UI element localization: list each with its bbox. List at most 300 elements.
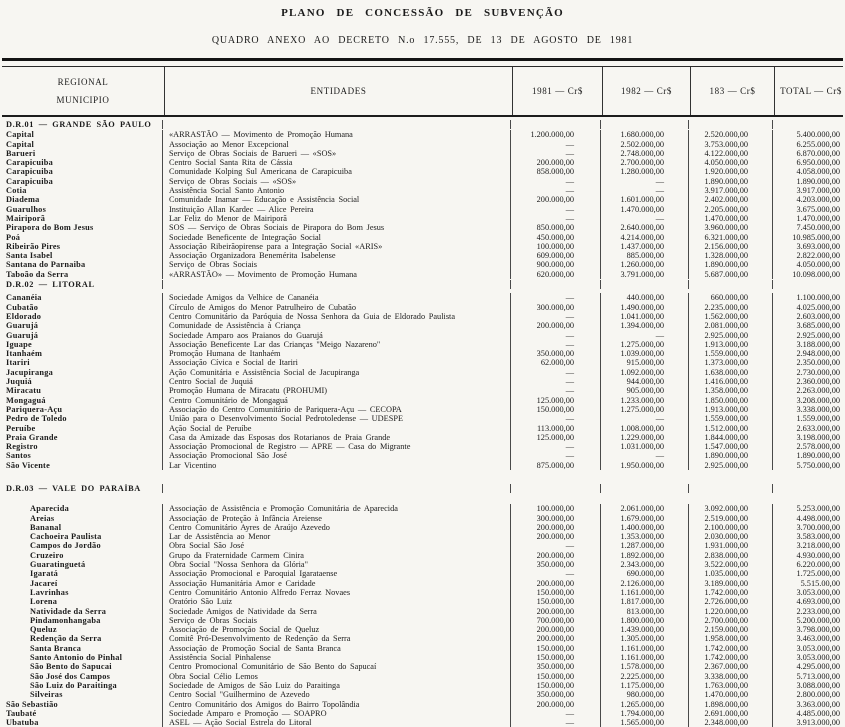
value-1983-cell: 1.220.000,00 <box>688 607 772 616</box>
municipality-cell: Santa Branca <box>30 643 82 653</box>
value-1983-cell: 3.960.000,00 <box>688 223 772 232</box>
municipality-cell: Cubatão <box>6 302 39 312</box>
table-row <box>0 377 845 386</box>
table-row <box>0 690 845 699</box>
value-1983-cell: 1.890.000,00 <box>688 451 772 460</box>
value-1981-cell: 858.000,00 <box>510 167 600 176</box>
value-1983-cell <box>688 484 772 493</box>
table-row <box>0 251 845 260</box>
municipality-cell: Jacupiranga <box>6 367 54 377</box>
value-1983-cell: 2.348.000,00 <box>688 718 772 727</box>
entity-cell: Sociedade Amigos de Natividade da Serra <box>162 607 510 616</box>
entity-cell: Ação Comunitária e Assistência Social de Jacupiranga <box>162 368 510 377</box>
table-row <box>0 560 845 569</box>
value-1981-cell: — <box>510 442 600 451</box>
value-1983-cell: 3.338.000,00 <box>688 672 772 681</box>
municipality-cell: São Luiz do Paraitinga <box>30 680 117 690</box>
value-1982-cell: 1.031.000,00 <box>600 442 688 451</box>
municipality-cell: Juquiá <box>6 377 32 387</box>
value-1982-cell: 1.817.000,00 <box>600 597 688 606</box>
total-cell: 3.363.000,00 <box>772 700 845 709</box>
table-row <box>0 700 845 709</box>
value-1982-cell: 1.794.000,00 <box>600 709 688 718</box>
total-cell: 2.633.000,00 <box>772 424 845 433</box>
value-1983-cell: 3.092.000,00 <box>688 504 772 513</box>
total-cell: 2.800.000,00 <box>772 690 845 699</box>
value-1982-cell: 885.000,00 <box>600 251 688 260</box>
municipality-cell: Queluz <box>30 625 57 635</box>
column-header-total: TOTAL — Cr$ <box>774 67 845 115</box>
value-1981-cell: — <box>510 709 600 718</box>
value-1982-cell: 1.601.000,00 <box>600 195 688 204</box>
table-row <box>0 681 845 690</box>
total-cell: 10.985.000,00 <box>772 233 845 242</box>
table-row <box>0 205 845 214</box>
table-row <box>0 331 845 340</box>
value-1983-cell: 1.890.000,00 <box>688 260 772 269</box>
total-cell: 2.578.000,00 <box>772 442 845 451</box>
entity-cell: Centro Comunitário de Mongaguá <box>162 396 510 405</box>
value-1983-cell: 2.100.000,00 <box>688 523 772 532</box>
total-cell: 5.750.000,00 <box>772 461 845 470</box>
municipality-cell: Itariri <box>6 358 30 368</box>
municipality-cell: Carapicuiba <box>6 158 54 168</box>
value-1982-cell: 1.275.000,00 <box>600 405 688 414</box>
value-1981-cell: — <box>510 377 600 386</box>
municipality-cell: Miracatu <box>6 386 42 396</box>
value-1983-cell: 2.700.000,00 <box>688 616 772 625</box>
value-1982-cell: 2.748.000,00 <box>600 149 688 158</box>
entity-cell: Sociedade Beneficente de Integração Social <box>162 233 510 242</box>
entity-cell <box>162 120 510 129</box>
table-row <box>0 551 845 560</box>
entity-cell: Sociedade Amparo e Promoção — SOAPRO <box>162 709 510 718</box>
total-cell: 4.295.000,00 <box>772 662 845 671</box>
value-1981-cell: — <box>510 718 600 727</box>
total-cell: 1.890.000,00 <box>772 177 845 186</box>
value-1981-cell: — <box>510 451 600 460</box>
table-row <box>0 424 845 433</box>
entity-cell: Centro Social Santa Rita de Cássia <box>162 158 510 167</box>
value-1982-cell: 1.394.000,00 <box>600 321 688 330</box>
value-1982-cell: 1.679.000,00 <box>600 514 688 523</box>
table-row <box>0 396 845 405</box>
value-1982-cell: 813.000,00 <box>600 607 688 616</box>
total-cell: 4.058.000,00 <box>772 167 845 176</box>
municipality-cell: Ubatuba <box>6 718 39 727</box>
value-1981-cell: 620.000,00 <box>510 270 600 279</box>
table-row <box>0 223 845 232</box>
value-1983-cell: 6.321.000,00 <box>688 233 772 242</box>
value-1983-cell: 1.416.000,00 <box>688 377 772 386</box>
municipality-cell: Redenção da Serra <box>30 634 102 644</box>
value-1983-cell: 1.742.000,00 <box>688 644 772 653</box>
value-1982-cell: 1.490.000,00 <box>600 303 688 312</box>
entity-cell: Casa da Amizade das Esposas dos Rotarianos de Praia Grande <box>162 433 510 442</box>
value-1983-cell: 1.373.000,00 <box>688 358 772 367</box>
value-1981-cell: — <box>510 386 600 395</box>
value-1982-cell: 2.502.000,00 <box>600 140 688 149</box>
entity-cell: Associação Promocional e Paroquial Igarataense <box>162 569 510 578</box>
table-row <box>0 321 845 330</box>
entity-cell: Lar Feliz do Menor de Mairiporã <box>162 214 510 223</box>
table-row <box>0 597 845 606</box>
table-row <box>0 270 845 279</box>
municipality-cell: Pedro de Toledo <box>6 414 67 424</box>
table-header-row <box>2 67 843 117</box>
total-cell: 1.100.000,00 <box>772 293 845 302</box>
value-1981-cell: 200.000,00 <box>510 607 600 616</box>
value-1981-cell: 125.000,00 <box>510 433 600 442</box>
value-1982-cell: 1.439.000,00 <box>600 625 688 634</box>
table-body <box>0 120 845 727</box>
value-1981-cell: 150.000,00 <box>510 672 600 681</box>
value-1983-cell: 2.838.000,00 <box>688 551 772 560</box>
entity-cell: Promoção Humana de Miracatu (PROHUMI) <box>162 386 510 395</box>
value-1981-cell: 200.000,00 <box>510 523 600 532</box>
value-1983-cell: 1.890.000,00 <box>688 177 772 186</box>
total-cell: 3.088.000,00 <box>772 681 845 690</box>
value-1981-cell: — <box>510 541 600 550</box>
value-1981-cell: — <box>510 205 600 214</box>
table-row <box>0 672 845 681</box>
municipality-cell: Natividade da Serra <box>30 606 107 616</box>
municipality-cell: Diadema <box>6 195 40 205</box>
value-1982-cell: 1.287.000,00 <box>600 541 688 550</box>
value-1983-cell: 1.328.000,00 <box>688 251 772 260</box>
value-1981-cell: 850.000,00 <box>510 223 600 232</box>
value-1983-cell: 2.925.000,00 <box>688 331 772 340</box>
value-1982-cell: 1.161.000,00 <box>600 644 688 653</box>
total-cell: 3.053.000,00 <box>772 644 845 653</box>
municipality-cell: Lavrinhas <box>30 587 69 597</box>
municipality-cell: Capital <box>6 130 35 140</box>
entity-cell: ASEL — Ação Social Estrela do Litoral <box>162 718 510 727</box>
value-1983-cell: 1.913.000,00 <box>688 405 772 414</box>
document-title: PLANO DE CONCESSÃO DE SUBVENÇÃO <box>281 7 564 19</box>
value-1981-cell: 300.000,00 <box>510 303 600 312</box>
table-row <box>0 709 845 718</box>
municipality-cell: Areias <box>30 513 55 523</box>
value-1982-cell: 1.437.000,00 <box>600 242 688 251</box>
table-row <box>0 504 845 513</box>
value-1983-cell: 1.358.000,00 <box>688 386 772 395</box>
value-1983-cell: 2.081.000,00 <box>688 321 772 330</box>
column-header-regional-municipio <box>2 77 164 105</box>
municipality-cell: Cachoeira Paulista <box>30 532 102 542</box>
value-1982-cell: 1.400.000,00 <box>600 523 688 532</box>
entity-cell: Comunidade de Assistência à Criança <box>162 321 510 330</box>
value-1983-cell: 1.742.000,00 <box>688 653 772 662</box>
value-1983-cell: 1.763.000,00 <box>688 681 772 690</box>
value-1981-cell: 1.200.000,00 <box>510 130 600 139</box>
value-1982-cell <box>600 484 688 493</box>
table-row <box>0 303 845 312</box>
value-1981-cell: 350.000,00 <box>510 349 600 358</box>
value-1981-cell <box>510 120 600 129</box>
value-1983-cell: 1.850.000,00 <box>688 396 772 405</box>
value-1981-cell: 350.000,00 <box>510 662 600 671</box>
total-cell: 3.338.000,00 <box>772 405 845 414</box>
entity-cell: Lar de Assistência ao Menor <box>162 532 510 541</box>
value-1982-cell: — <box>600 177 688 186</box>
municipality-cell: Guarujá <box>6 321 39 331</box>
value-1981-cell: — <box>510 340 600 349</box>
entity-cell: Centro Social "Guilhermino de Azevedo <box>162 690 510 699</box>
value-1983-cell: 1.559.000,00 <box>688 349 772 358</box>
total-cell: 4.498.000,00 <box>772 514 845 523</box>
value-1983-cell: 3.917.000,00 <box>688 186 772 195</box>
total-cell: 5.253.000,00 <box>772 504 845 513</box>
value-1983-cell: 1.559.000,00 <box>688 414 772 423</box>
entity-cell: Associação Humanitária Amor e Caridade <box>162 579 510 588</box>
value-1982-cell: 980.000,00 <box>600 690 688 699</box>
value-1981-cell: 875.000,00 <box>510 461 600 470</box>
municipality-cell: Jacareí <box>30 578 58 588</box>
value-1983-cell: 1.958.000,00 <box>688 634 772 643</box>
value-1983-cell: 2.235.000,00 <box>688 303 772 312</box>
value-1982-cell: 690.000,00 <box>600 569 688 578</box>
entity-cell: «ARRASTÃO — Movimento de Promoção Humana <box>162 130 510 139</box>
value-1982-cell: 1.892.000,00 <box>600 551 688 560</box>
value-1982-cell: 1.265.000,00 <box>600 700 688 709</box>
municipality-cell: Silveiras <box>30 690 63 700</box>
total-cell: 3.218.000,00 <box>772 541 845 550</box>
municipality-cell: Barueri <box>6 148 36 158</box>
entity-cell: Sociedade Amigos da Velhice de Cananéia <box>162 293 510 302</box>
value-1983-cell: 2.520.000,00 <box>688 130 772 139</box>
value-1981-cell: — <box>510 177 600 186</box>
municipality-cell: Cruzeiro <box>30 550 64 560</box>
entity-cell: Lar Vicentino <box>162 461 510 470</box>
municipality-cell: Cotia <box>6 186 27 196</box>
municipality-cell: São José dos Campos <box>30 671 111 681</box>
entity-cell: Centro Comunitário dos Amigos do Bairro Topolândia <box>162 700 510 709</box>
value-1982-cell: 2.640.000,00 <box>600 223 688 232</box>
value-1983-cell: 4.122.000,00 <box>688 149 772 158</box>
entity-cell: Obra Social "Nossa Senhora da Glória" <box>162 560 510 569</box>
table-row <box>0 195 845 204</box>
municipality-cell: Santana do Parnaiba <box>6 260 86 270</box>
table-top-rule <box>2 58 843 67</box>
table-row <box>0 514 845 523</box>
value-1983-cell: 2.367.000,00 <box>688 662 772 671</box>
value-1982-cell: 1.008.000,00 <box>600 424 688 433</box>
municipality-cell: Carapicuiba <box>6 167 54 177</box>
header-municipio: MUNICIPIO <box>56 95 110 105</box>
value-1981-cell: 150.000,00 <box>510 597 600 606</box>
value-1981-cell: 62.000,00 <box>510 358 600 367</box>
value-1983-cell: 1.470.000,00 <box>688 214 772 223</box>
table-row <box>0 625 845 634</box>
value-1981-cell: — <box>510 293 600 302</box>
value-1983-cell: 1.844.000,00 <box>688 433 772 442</box>
entity-cell: Centro Social de Juquiá <box>162 377 510 386</box>
total-cell: 4.050.000,00 <box>772 260 845 269</box>
table-row <box>0 607 845 616</box>
municipality-cell: Iguape <box>6 339 32 349</box>
value-1981-cell: 150.000,00 <box>510 653 600 662</box>
table-row <box>0 532 845 541</box>
value-1982-cell: 1.039.000,00 <box>600 349 688 358</box>
section-label: D.R.03 — VALE DO PARAÍBA <box>6 483 141 493</box>
municipality-cell: Aparecida <box>30 504 69 514</box>
value-1982-cell: 1.280.000,00 <box>600 167 688 176</box>
table-row <box>0 644 845 653</box>
total-cell: 2.350.000,00 <box>772 358 845 367</box>
value-1982-cell: 1.229.000,00 <box>600 433 688 442</box>
table-row <box>0 451 845 460</box>
value-1982-cell: 1.041.000,00 <box>600 312 688 321</box>
municipality-cell: Taubaté <box>6 708 37 718</box>
value-1982-cell: 1.161.000,00 <box>600 588 688 597</box>
table-row <box>0 616 845 625</box>
value-1982-cell: 944.000,00 <box>600 377 688 386</box>
column-header-1981: 1981 — Cr$ <box>512 67 602 115</box>
value-1982-cell: — <box>600 214 688 223</box>
value-1982-cell: 1.233.000,00 <box>600 396 688 405</box>
municipality-cell: Mairiporã <box>6 213 46 223</box>
value-1982-cell: 440.000,00 <box>600 293 688 302</box>
value-1981-cell: 200.000,00 <box>510 634 600 643</box>
total-cell: 6.255.000,00 <box>772 140 845 149</box>
value-1981-cell: 125.000,00 <box>510 396 600 405</box>
table-row <box>0 634 845 643</box>
entity-cell: Comunidade Kolping Sul Americana de Carapicuiba <box>162 167 510 176</box>
entity-cell: Associação do Centro Comunitário de Pariquera-Açu — CECOPA <box>162 405 510 414</box>
value-1982-cell: 915.000,00 <box>600 358 688 367</box>
entity-cell: Grupo da Fraternidade Carmem Cinira <box>162 551 510 560</box>
value-1981-cell: 150.000,00 <box>510 405 600 414</box>
total-cell: 2.925.000,00 <box>772 331 845 340</box>
value-1981-cell: 150.000,00 <box>510 644 600 653</box>
municipality-cell: Santo Antonio do Pinhal <box>30 653 123 663</box>
total-cell: 3.053.000,00 <box>772 653 845 662</box>
value-1982-cell: 2.225.000,00 <box>600 672 688 681</box>
value-1983-cell: 2.691.000,00 <box>688 709 772 718</box>
total-cell: 3.913.000,00 <box>772 718 845 727</box>
total-cell: 4.693.000,00 <box>772 597 845 606</box>
municipality-cell: Igaratá <box>30 569 59 579</box>
value-1982-cell: 1.800.000,00 <box>600 616 688 625</box>
value-1981-cell: 609.000,00 <box>510 251 600 260</box>
value-1981-cell: — <box>510 331 600 340</box>
total-cell: 2.603.000,00 <box>772 312 845 321</box>
total-cell: 3.188.000,00 <box>772 340 845 349</box>
value-1983-cell: 660.000,00 <box>688 293 772 302</box>
value-1983-cell: 1.562.000,00 <box>688 312 772 321</box>
value-1982-cell <box>600 280 688 289</box>
table-row <box>0 140 845 149</box>
table-header <box>0 67 845 117</box>
entity-cell: União para o Desenvolvimento Social Pedrotoledense — UDESPE <box>162 414 510 423</box>
value-1983-cell: 5.687.000,00 <box>688 270 772 279</box>
value-1983-cell: 2.030.000,00 <box>688 532 772 541</box>
table-row <box>0 186 845 195</box>
entity-cell: Serviço de Obras Sociais <box>162 260 510 269</box>
value-1983-cell: 2.519.000,00 <box>688 514 772 523</box>
total-cell: 3.798.000,00 <box>772 625 845 634</box>
value-1982-cell: 1.680.000,00 <box>600 130 688 139</box>
value-1983-cell: 3.189.000,00 <box>688 579 772 588</box>
municipality-cell: Taboão da Serra <box>6 269 69 279</box>
table-row <box>0 442 845 451</box>
section-label: D.R.01 — GRANDE SÃO PAULO <box>6 120 152 129</box>
total-cell: 2.948.000,00 <box>772 349 845 358</box>
entity-cell: Associação Promocional de Registro — APRE — Casa do Migrante <box>162 442 510 451</box>
total-cell: 2.730.000,00 <box>772 368 845 377</box>
value-1982-cell: 2.343.000,00 <box>600 560 688 569</box>
table-row <box>0 312 845 321</box>
table-row <box>0 414 845 423</box>
total-cell: 3.675.000,00 <box>772 205 845 214</box>
entity-cell: Serviço de Obras Sociais de Barueri — «SOS» <box>162 149 510 158</box>
table-row <box>0 461 845 470</box>
entity-cell: Associação de Assistência e Promoção Comunitária de Aparecida <box>162 504 510 513</box>
value-1981-cell: 200.000,00 <box>510 158 600 167</box>
entity-cell: Obra Social Célio Lemos <box>162 672 510 681</box>
subvention-table <box>0 58 845 727</box>
value-1983-cell: 2.726.000,00 <box>688 597 772 606</box>
value-1982-cell: 3.791.000,00 <box>600 270 688 279</box>
total-cell: 1.890.000,00 <box>772 451 845 460</box>
document-subtitle: QUADRO ANEXO AO DECRETO N.o 17.555, DE 13 DE AGOSTO DE 1981 <box>211 35 634 46</box>
value-1983-cell: 1.898.000,00 <box>688 700 772 709</box>
entity-cell: Centro Comunitário Antonio Alfredo Ferraz Novaes <box>162 588 510 597</box>
total-cell: 3.685.000,00 <box>772 321 845 330</box>
municipality-cell: Ribeirão Pires <box>6 241 61 251</box>
municipality-cell: Registro <box>6 442 38 452</box>
value-1981-cell: 350.000,00 <box>510 560 600 569</box>
entity-cell: Serviço de Obras Sociais <box>162 616 510 625</box>
entity-cell: SOS — Serviço de Obras Sociais de Pirapora do Bom Jesus <box>162 223 510 232</box>
table-row <box>0 405 845 414</box>
value-1983-cell: 3.753.000,00 <box>688 140 772 149</box>
value-1982-cell: 1.565.000,00 <box>600 718 688 727</box>
entity-cell: Promoção Humana de Itanhaém <box>162 349 510 358</box>
value-1983-cell: 2.156.000,00 <box>688 242 772 251</box>
value-1981-cell: 300.000,00 <box>510 514 600 523</box>
section-label: D.R.02 — LITORAL <box>6 280 95 290</box>
table-row <box>0 579 845 588</box>
municipality-cell: Bananal <box>30 522 62 532</box>
section-header-row <box>0 484 845 493</box>
entity-cell: Associação Cívica e Social de Itariri <box>162 358 510 367</box>
section-header-row <box>0 280 845 289</box>
value-1982-cell: 1.175.000,00 <box>600 681 688 690</box>
value-1981-cell: 900.000,00 <box>510 260 600 269</box>
municipality-cell: Eldorado <box>6 311 42 321</box>
table-row <box>0 293 845 302</box>
total-cell: 3.208.000,00 <box>772 396 845 405</box>
table-row <box>0 242 845 251</box>
municipality-cell: Santos <box>6 451 32 461</box>
municipality-cell: Capital <box>6 139 35 149</box>
total-cell: 3.583.000,00 <box>772 532 845 541</box>
entity-cell: Associação de Proteção à Infância Areiense <box>162 514 510 523</box>
total-cell: 4.025.000,00 <box>772 303 845 312</box>
entity-cell: Centro Comunitário Ayres de Araújo Azevedo <box>162 523 510 532</box>
entity-cell: Círculo de Amigos do Menor Patrulheiro de Cubatão <box>162 303 510 312</box>
total-cell: 6.870.000,00 <box>772 149 845 158</box>
value-1981-cell: 150.000,00 <box>510 681 600 690</box>
entity-cell: Centro Comunitário da Paróquia de Nossa Senhora da Guia de Eldorado Paulista <box>162 312 510 321</box>
total-cell: 4.485.000,00 <box>772 709 845 718</box>
table-row <box>0 523 845 532</box>
municipality-cell: Guarujá <box>6 330 39 340</box>
value-1982-cell: 1.353.000,00 <box>600 532 688 541</box>
value-1981-cell: 200.000,00 <box>510 700 600 709</box>
